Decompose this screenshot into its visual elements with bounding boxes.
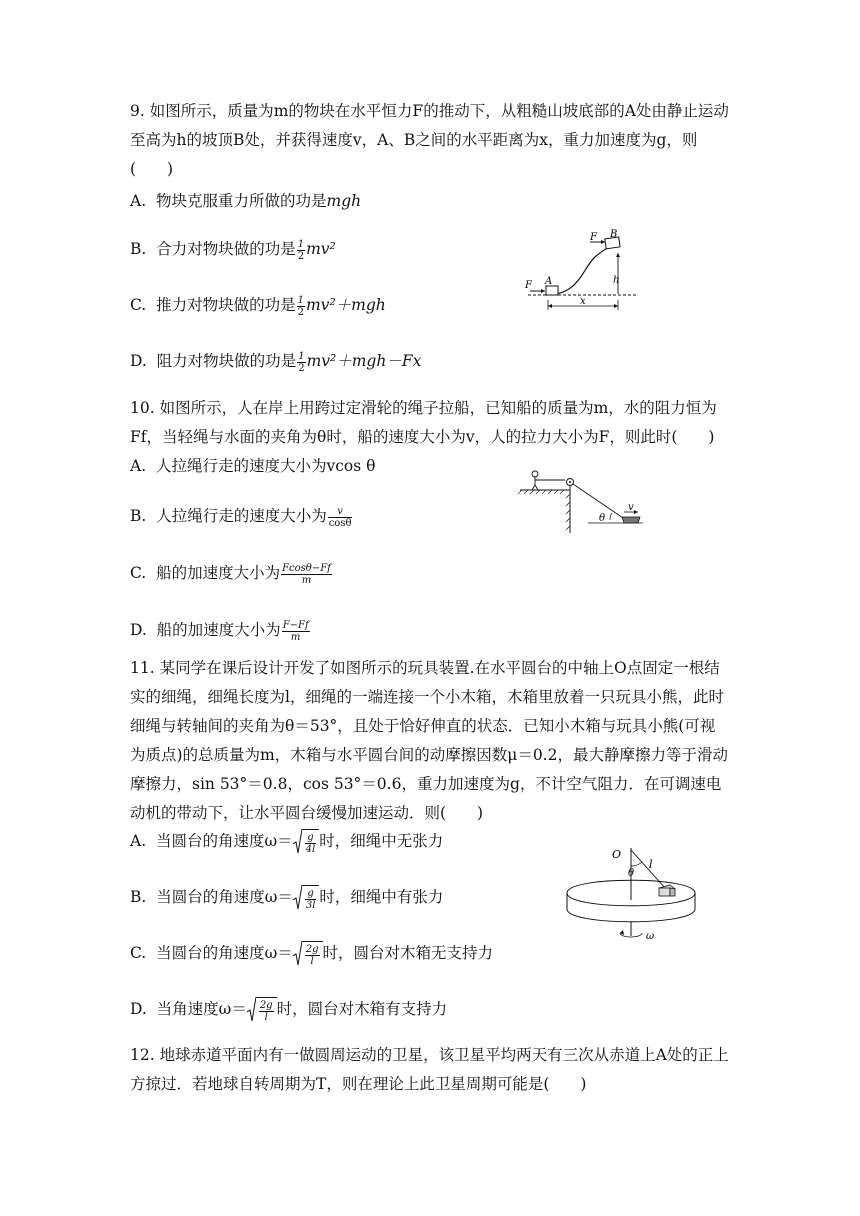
fraction: $\frac{Fcos\theta-Ff}{m}$ [282, 562, 331, 586]
label-x: x [580, 296, 586, 307]
label-v: v [628, 502, 634, 513]
block-a [546, 286, 558, 295]
q10-option-d[interactable]: D. 船的加速度大小为 $\frac{F-Ff}{m}$ [130, 619, 309, 643]
label-b: B [610, 229, 618, 240]
q10-pulley-figure [518, 465, 648, 537]
sqrt: $\frac{2g}{l}$ [293, 941, 323, 967]
question-text: 如图所示，质量为m的物块在水平恒力F的推动下，从粗糙山坡底部的A处由静止运动至高为h的坡顶B处，并获得速度v，A、B之间的水平距离为x，重力加速度为g，则( ) [130, 102, 729, 178]
label-o: O [612, 848, 622, 861]
q11-option-c[interactable]: C. 当圆台的角速度ω＝ $\frac{2g}{l}$ 时，圆台对木箱无支持力 [130, 941, 493, 967]
question-text: 如图所示，人在岸上用跨过定滑轮的绳子拉船，已知船的质量为m，水的阻力恒为Ff，当轻绳与水面的夹角为θ时，船的速度大小为v，人的拉力大小为F，则此时( ) [130, 399, 717, 446]
label-f-bottom: F [525, 280, 532, 291]
label-f-top: F [590, 232, 597, 243]
wooden-box [659, 888, 670, 896]
question-number: 10. [130, 399, 155, 417]
q11-option-b[interactable]: B. 当圆台的角速度ω＝ $\frac{g}{3l}$ 时，细绳中有张力 [130, 885, 443, 911]
label-l: l [649, 858, 653, 871]
q11-option-d[interactable]: D. 当角速度ω＝ $\frac{2g}{l}$ 时，圆台对木箱有支持力 [130, 997, 447, 1023]
q10-option-a[interactable]: A. 人拉绳行走的速度大小为vcos θ [130, 457, 376, 475]
label-a: A [545, 276, 553, 287]
question-11-stem [130, 654, 730, 828]
sqrt: $\frac{g}{4l}$ [293, 829, 320, 855]
label-theta: θ [599, 513, 606, 524]
q10-option-b[interactable]: B. 人拉绳行走的速度大小为 $\frac{v}{\cos\theta}$ [130, 505, 352, 529]
q9-option-d[interactable]: D. 阻力对物块做的功是 $\frac{1}{2}$ mv²＋mgh－Fx [130, 350, 422, 374]
q11-turntable-figure [562, 840, 712, 952]
q9-slope-figure [520, 228, 650, 318]
q11-option-a[interactable]: A. 当圆台的角速度ω＝ $\frac{g}{4l}$ 时，细绳中无张力 [130, 829, 443, 855]
person-head [532, 471, 538, 477]
sqrt: $\frac{g}{3l}$ [293, 885, 320, 911]
label-omega: ω [646, 931, 655, 942]
question-text: 地球赤道平面内有一做圆周运动的卫星，该卫星平均两天有三次从赤道上A处的正上方掠过．若地球自转周期为T，则在理论上此卫星周期可能是( ) [130, 1046, 729, 1093]
fraction: $\frac{1}{2}$ [298, 350, 305, 374]
label-h: h [613, 275, 620, 286]
question-number: 9. [130, 102, 145, 120]
question-9-stem [130, 97, 730, 184]
question-number: 11. [130, 659, 155, 677]
question-text: 某同学在课后设计开发了如图所示的玩具装置.在水平圆台的中轴上O点固定一根结实的细绳，细绳长度为l，细绳的一端连接一个小木箱，木箱里放着一只玩具小熊，此时细绳与转轴间的夹角为θ＝53°，且处于恰好伸直的状态．已知小木箱与玩具小熊(可视为质点)的总质量为m，木箱与水平圆台间的动摩擦因数μ＝0.2，最大静摩擦力等于滑动摩擦力，sin 53°＝0.8，cos 53°＝0.6，重力加速度为g，不计空气阻力．在可调速电动机的带动下，让水平圆台缓慢加速运动．则( ) [130, 659, 728, 822]
question-10-stem [130, 394, 730, 452]
question-number: 12. [130, 1046, 155, 1064]
label-theta: θ [628, 868, 635, 879]
sqrt: $\frac{2g}{l}$ [247, 997, 277, 1023]
fraction: $\frac{F-Ff}{m}$ [282, 619, 309, 643]
q9-option-c[interactable]: C. 推力对物块做的功是 $\frac{1}{2}$ mv²＋mgh [130, 294, 386, 318]
fraction: $\frac{v}{\cos\theta}$ [328, 505, 352, 529]
q9-option-a[interactable]: A. 物块克服重力所做的功是mgh [130, 192, 362, 210]
fraction: $\frac{1}{2}$ [297, 238, 305, 262]
boat [622, 517, 640, 523]
q9-option-b[interactable]: B. 合力对物块做的功是 $\frac{1}{2}$ mv² [130, 238, 336, 262]
question-12-stem [130, 1041, 730, 1099]
q10-option-c[interactable]: C. 船的加速度大小为 $\frac{Fcos\theta-Ff}{m}$ [130, 562, 331, 586]
fraction: $\frac{1}{2}$ [297, 294, 304, 318]
